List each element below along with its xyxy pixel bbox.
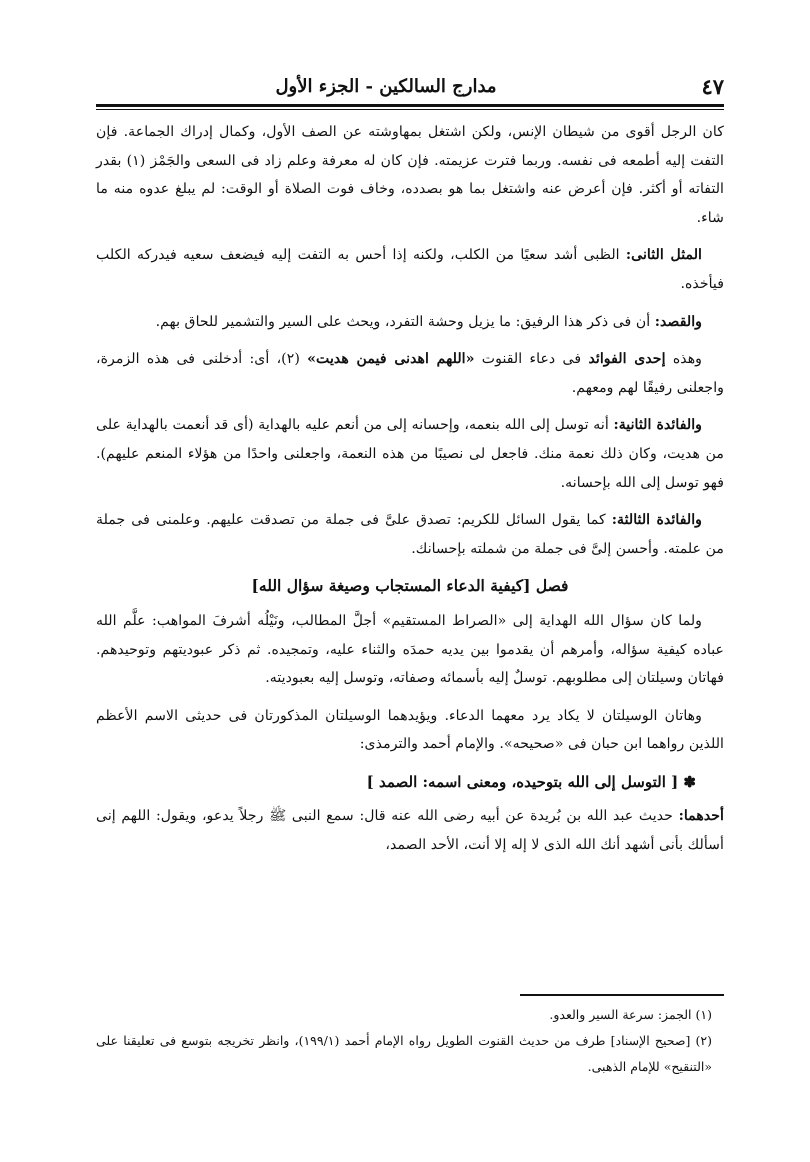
paragraph-6 — [96, 506, 724, 563]
paragraph-9-text: حديث عبد الله بن بُريدة عن أبيه رضى الله عنه قال: سمع النبى ﷺ رجلاً يدعو، ويقول: اللهم إنى أسألك بأنى أشهد أنك الله الذى لا إله إلا أنت، الأحد الصمد، — [96, 808, 724, 854]
page-number: ٤٧ — [701, 74, 724, 99]
paragraph-7: ولما كان سؤال الله الهداية إلى «الصراط المستقيم» أجلَّ المطالب، ونَيْلُه أشرفَ المواهب: علَّم الله عباده كيفية سؤاله، وأمرهم أن يقدموا بين يديه حمدَه والثناء عليه، وتمجيده. ثم ذكر عبوديتهم وتوحيدهم. فهاتان وسيلتان إلى مطلوبهم. توسلٌ إليه بأسمائه وصفاته، وتوسل إليه بعبوديته. — [96, 612, 724, 687]
paragraph-1: كان الرجل أقوى من شيطان الإنس، ولكن اشتغل بمهاوشته عن الصف الأول، وكمال إدراك الجماعة. فإن التفت إليه أطمعه فى نفسه. وربما فترت عزيمته. فإن كان له معرفة وعلم زاد فى السعى والجَمْز (١) بقدر التفاته أو أكثر. فإن أعرض عنه واشتغل بما هو بصدده، وخاف فوت الصلاة أو الوقت: لم يبلغ عدوه منه ما شاء. — [96, 124, 725, 226]
page-header — [96, 74, 724, 102]
paragraph-5 — [96, 411, 724, 497]
main-text — [96, 118, 724, 869]
section-heading: فصل [كيفية الدعاء المستجاب وصيغة سؤال الله] — [251, 576, 569, 596]
paragraph-3 — [96, 308, 724, 337]
footnote-1: (١) الجمز: سرعة السير والعدو. — [549, 1007, 712, 1022]
paragraph-4 — [96, 345, 724, 402]
footnote-rule — [520, 994, 724, 996]
footnotes — [96, 1002, 724, 1080]
paragraph-2-label: المثل الثانى: — [625, 247, 702, 264]
paragraph-4-bold-2: «اللهم اهدنى فيمن هديت» — [307, 351, 475, 368]
paragraph-8: وهاتان الوسيلتان لا يكاد يرد معهما الدعاء. ويؤيدهما الوسيلتان المذكورتان فى حديثى الاسم الأعظم اللذين رواهما ابن حبان فى «صحيحه». والإمام أحمد والترمذى: — [96, 707, 724, 753]
paragraph-9-label: أحدهما: — [678, 808, 724, 825]
footnote-2: (٢) [صحيح الإسناد] طرف من حديث القنوت الطويل رواه الإمام أحمد (١٩٩/١)، وانظر تخريجه بتوسع فى تعليقنا على «التنقيح» للإمام الذهبى. — [96, 1033, 713, 1074]
paragraph-3-text: أن فى ذكر هذا الرفيق: ما يزيل وحشة التفرد، ويحث على السير والتشمير للحاق بهم. — [155, 313, 655, 330]
paragraph-2 — [96, 241, 724, 298]
header-rule-thin — [96, 109, 724, 110]
header-rule-thick — [96, 104, 724, 107]
paragraph-9 — [96, 802, 724, 859]
paragraph-6-text: كما يقول السائل للكريم: تصدق علىَّ فى جملة من تصدقت عليهم. وعلمنى فى جملة من علمته. وأحسن إلىَّ فى جملة من شملته بإحسانك. — [96, 512, 724, 557]
paragraph-4-part-a: وهذه — [665, 351, 703, 368]
paragraph-5-text: أنه توسل إلى الله بنعمه، وإحسانه إلى من أنعم عليه بالهداية (أى قد أنعمت بالهداية على من هديت، وكان ذلك نعمة منك. فاجعل لى نصيبًا من هذه النعمة، واجعلنى واحدًا من هؤلاء المنعم عليهم). فهو توسل إلى الله بإحسانه. — [96, 417, 724, 491]
paragraph-4-bold-1: إحدى الفوائد — [588, 351, 666, 368]
running-title: مدارج السالكين - الجزء الأول — [275, 76, 497, 97]
paragraph-4-part-b: فى دعاء القنوت — [474, 351, 589, 368]
paragraph-3-label: والقصد: — [654, 313, 702, 330]
subsection-heading: ✽ [ التوسل إلى الله بتوحيده، ومعنى اسمه: الصمد ] — [366, 772, 696, 791]
paragraph-2-text: الظبى أشد سعيًا من الكلب، ولكنه إذا أحس به التفت إليه فيضعف سعيه فيدركه الكلب فيأخذه. — [96, 247, 724, 292]
paragraph-4-part-c: (٢)، أى: أدخلنى فى هذه الزمرة، واجعلنى رفيقًا لهم ومعهم. — [96, 351, 724, 396]
paragraph-6-label: والفائدة الثالثة: — [611, 512, 703, 529]
paragraph-5-label: والفائدة الثانية: — [613, 417, 702, 434]
